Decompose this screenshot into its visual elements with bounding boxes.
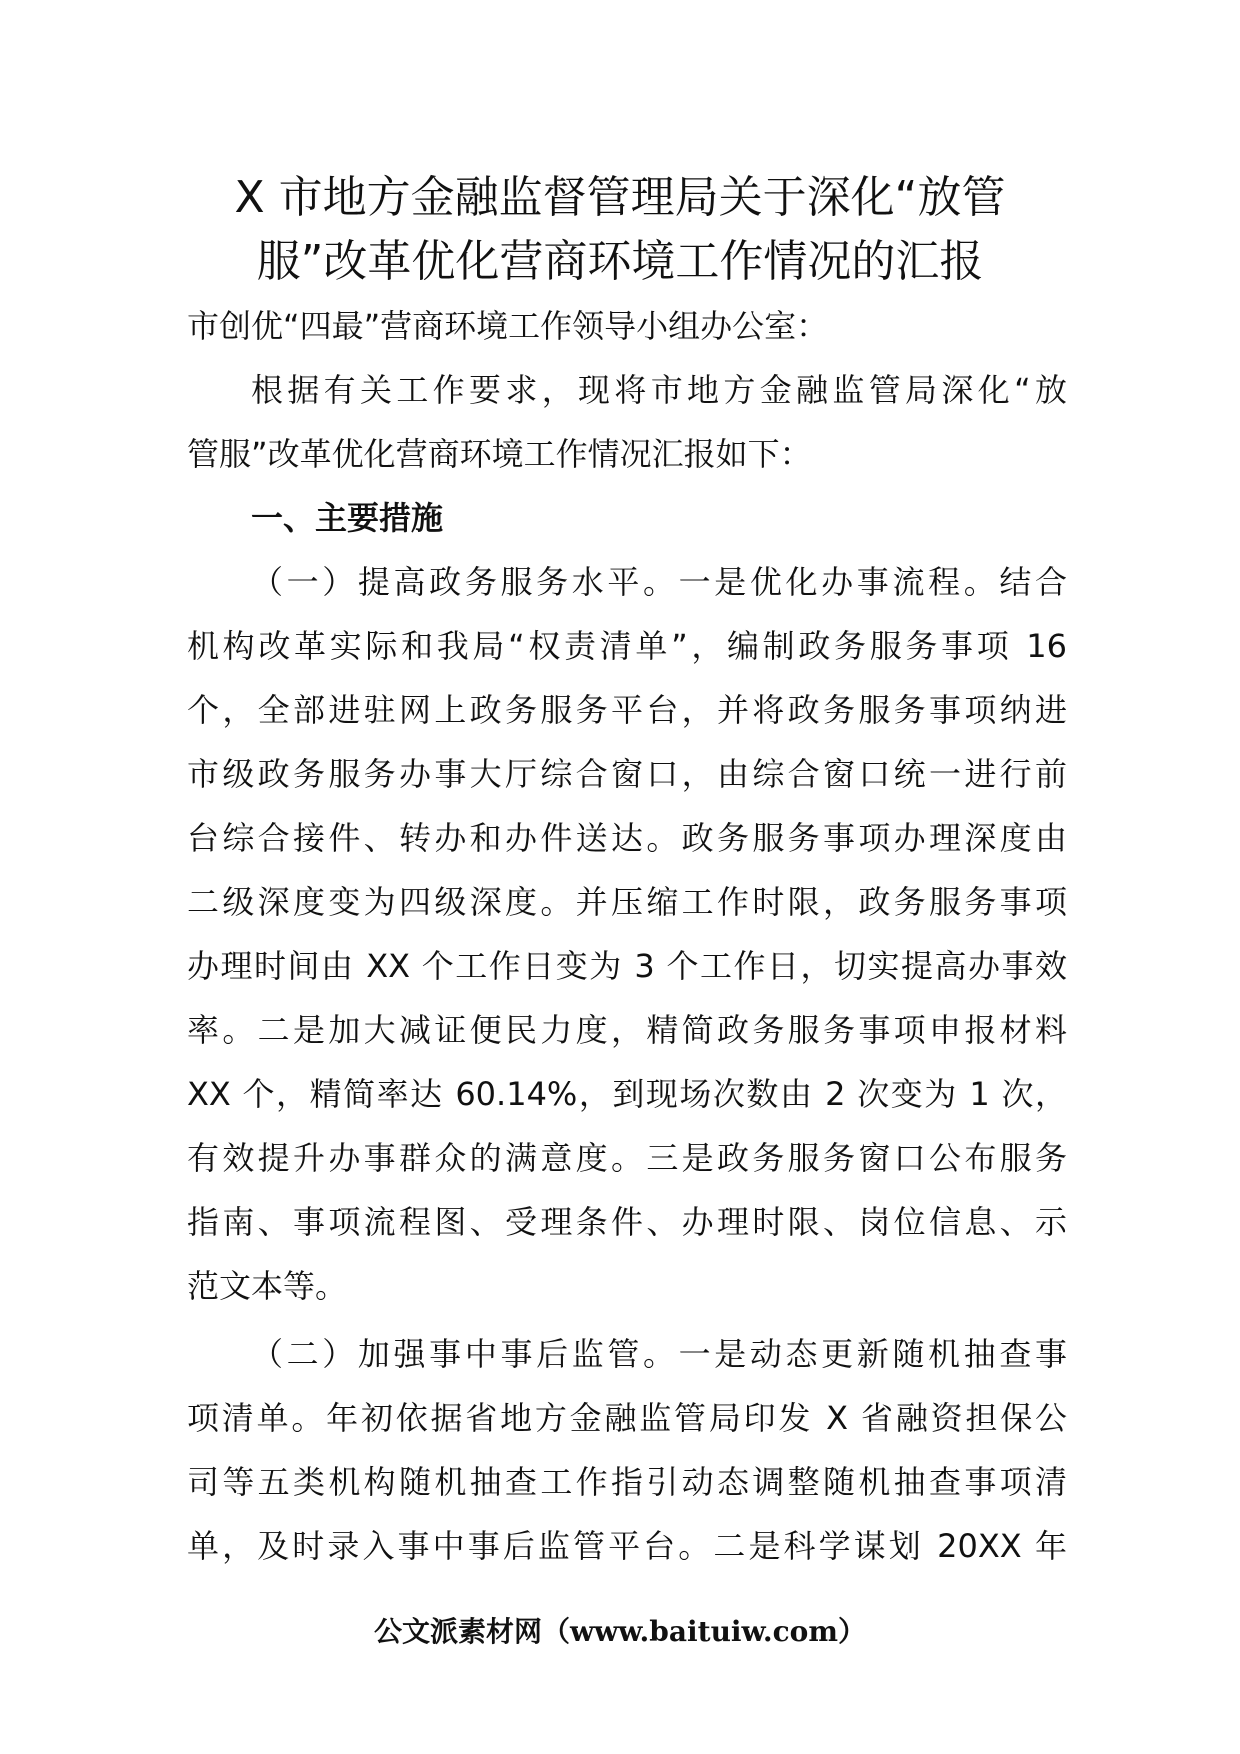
paragraph-line: 项清单。年初依据省地方金融监管局印发 X 省融资担保公 xyxy=(187,1399,1067,1437)
paragraph-line: 范文本等。 xyxy=(187,1267,348,1305)
section-heading: 一、主要措施 xyxy=(251,499,444,537)
footer-watermark: 公文派素材网（www.baituiw.com） xyxy=(374,1615,866,1648)
paragraph-line: （二）加强事中事后监管。一是动态更新随机抽查事 xyxy=(251,1335,1067,1373)
intro-line-1: 根据有关工作要求，现将市地方金融监管局深化“放 xyxy=(251,371,1067,409)
paragraph-line: 司等五类机构随机抽查工作指引动态调整随机抽查事项清 xyxy=(187,1463,1067,1501)
paragraph-line: 机构改革实际和我局“权责清单”，编制政务服务事项 16 xyxy=(187,627,1067,665)
paragraph-line: 单，及时录入事中事后监管平台。二是科学谋划 20XX 年 xyxy=(187,1527,1067,1565)
paragraph-line: 有效提升办事群众的满意度。三是政务服务窗口公布服务 xyxy=(187,1139,1067,1177)
paragraph-line: XX 个，精简率达 60.14%，到现场次数由 2 次变为 1 次， xyxy=(187,1075,1067,1113)
document-title-line-2: 服”改革优化营商环境工作情况的汇报 xyxy=(256,236,984,287)
paragraph-line: 指南、事项流程图、受理条件、办理时限、岗位信息、示 xyxy=(187,1203,1067,1241)
paragraph-line: 市级政务服务办事大厅综合窗口，由综合窗口统一进行前 xyxy=(187,755,1067,793)
document-title-line-1: X 市地方金融监督管理局关于深化“放管 xyxy=(234,172,1006,223)
salutation: 市创优“四最”营商环境工作领导小组办公室： xyxy=(187,307,829,345)
paragraph-line: 率。二是加大减证便民力度，精简政务服务事项申报材料 xyxy=(187,1011,1067,1049)
paragraph-line: 台综合接件、转办和办件送达。政务服务事项办理深度由 xyxy=(187,819,1067,857)
paragraph-line: 个，全部进驻网上政务服务平台，并将政务服务事项纳进 xyxy=(187,691,1067,729)
intro-line-2: 管服”改革优化营商环境工作情况汇报如下： xyxy=(187,435,812,473)
paragraph-line: 办理时间由 XX 个工作日变为 3 个工作日，切实提高办事效 xyxy=(187,947,1067,985)
paragraph-line: 二级深度变为四级深度。并压缩工作时限，政务服务事项 xyxy=(187,883,1067,921)
paragraph-line: （一）提高政务服务水平。一是优化办事流程。结合 xyxy=(251,563,1067,601)
